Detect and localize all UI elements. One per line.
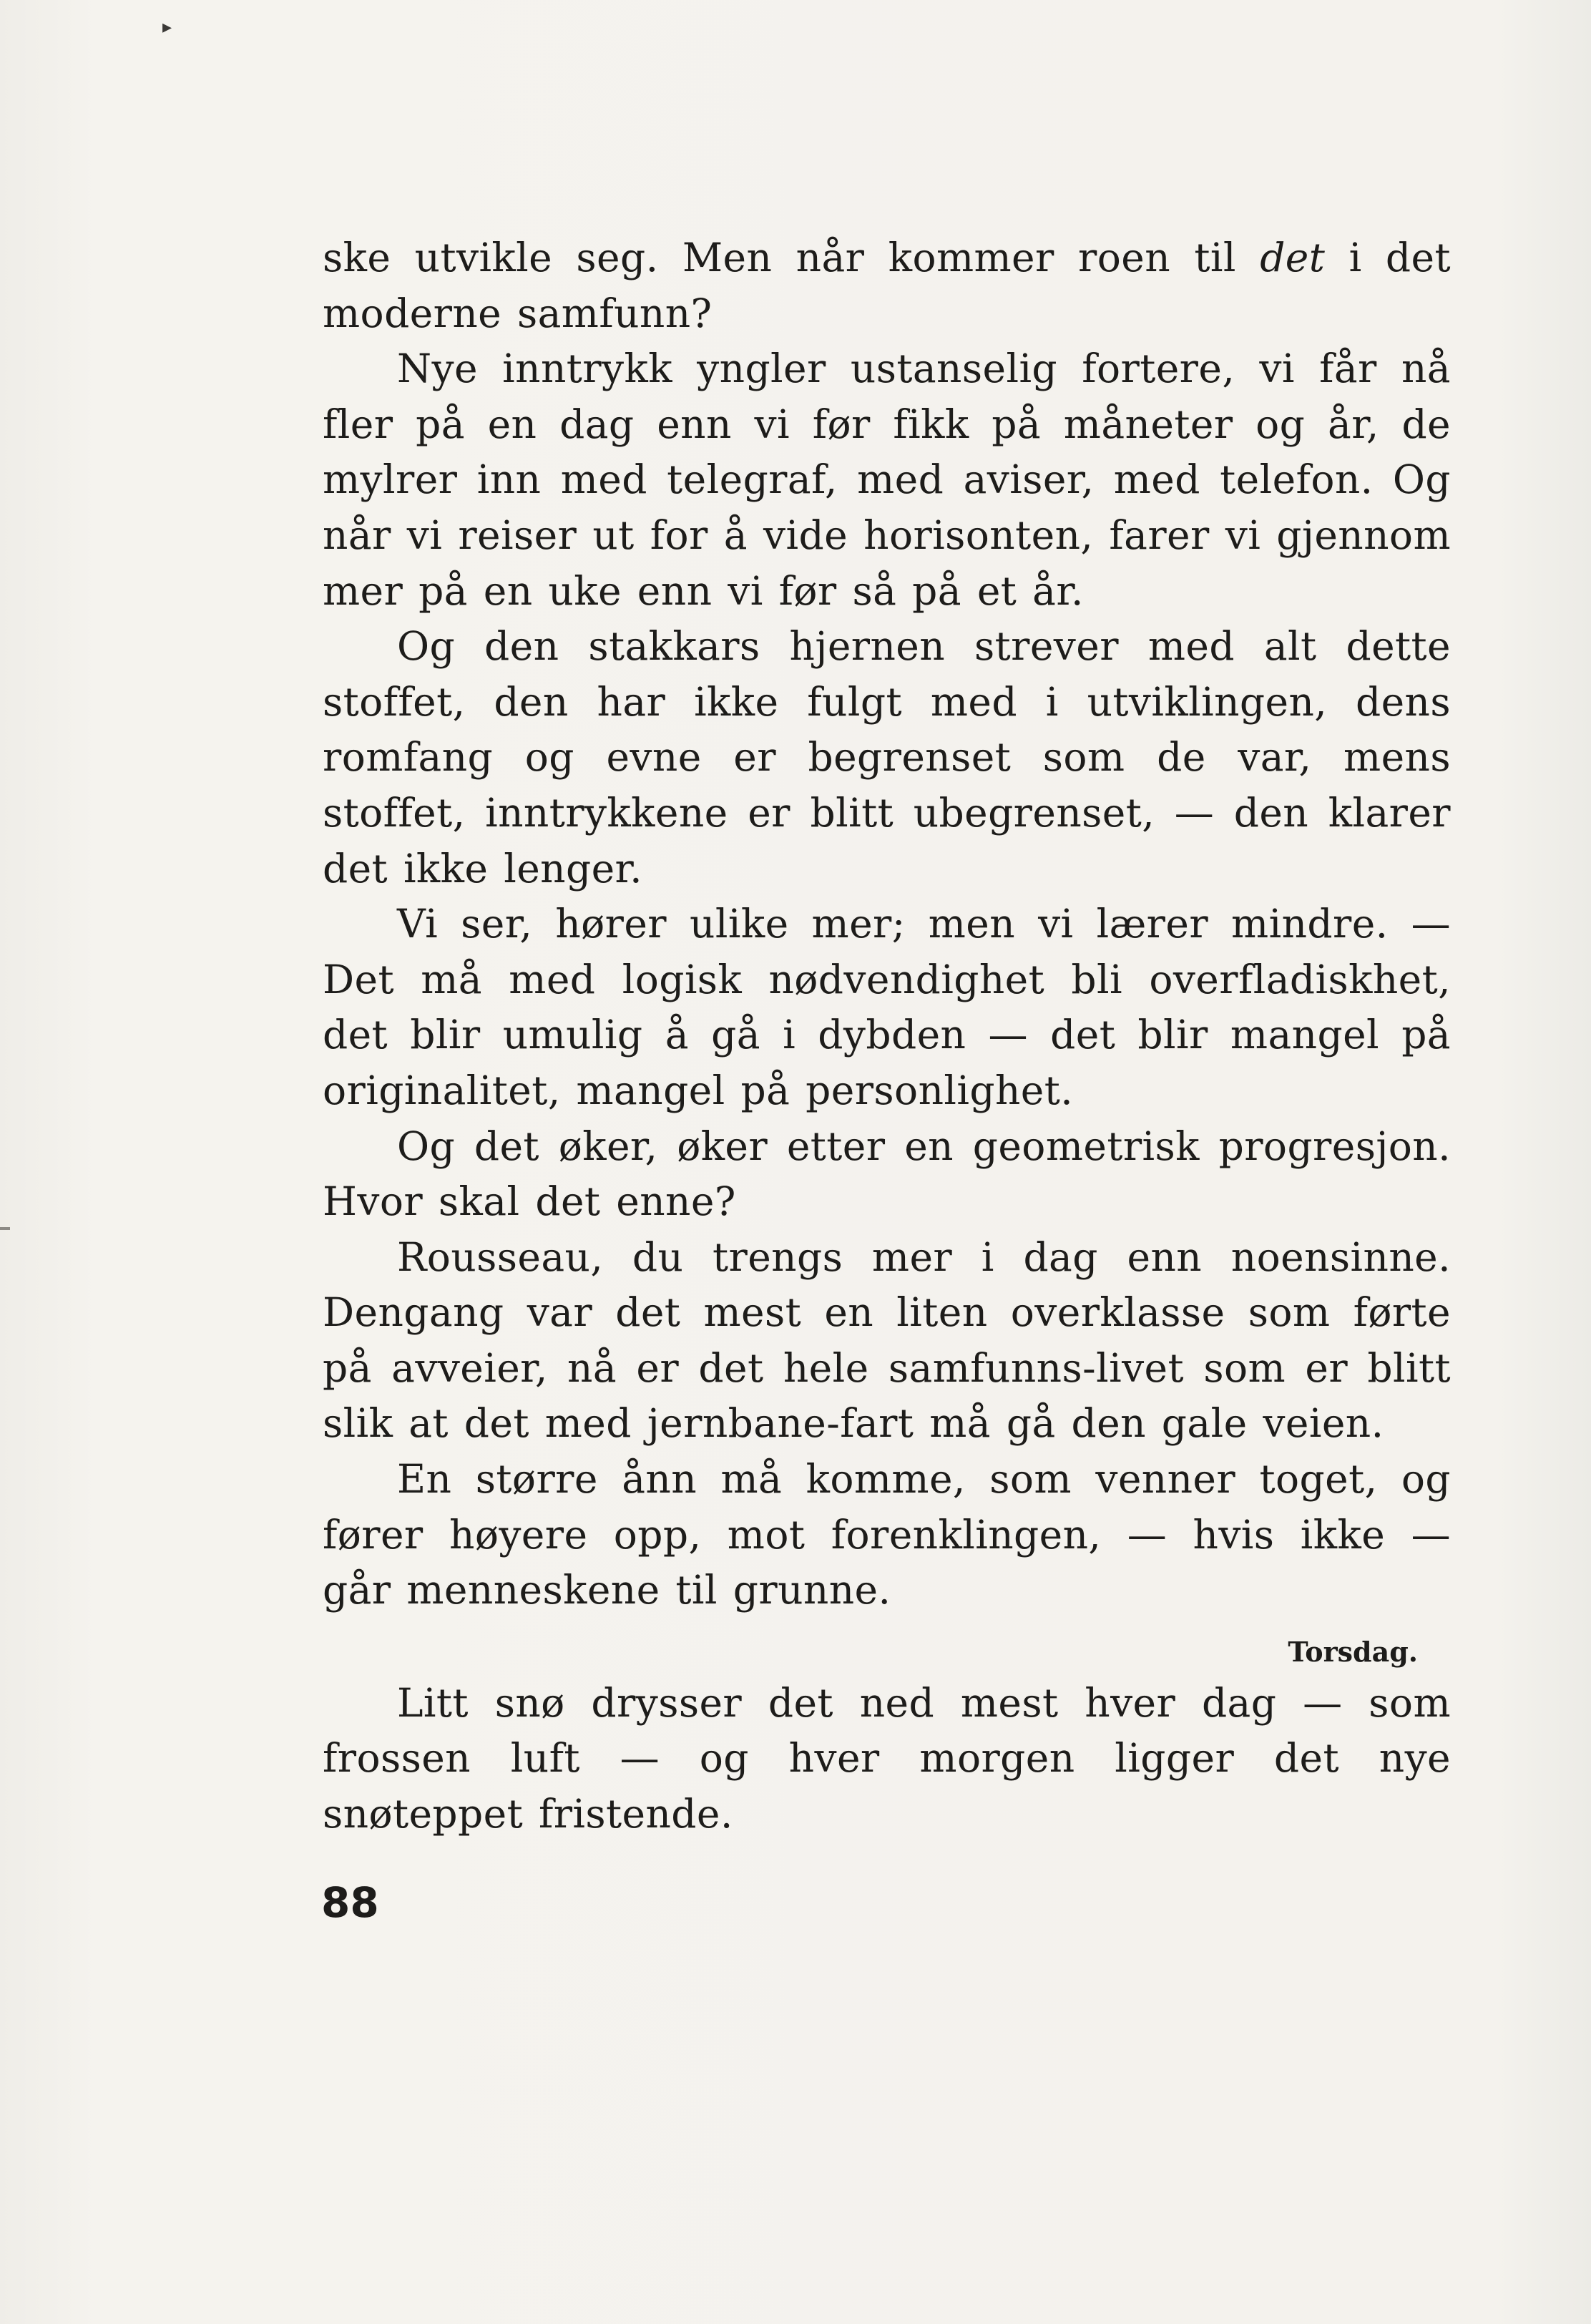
paragraph-7: En større ånn må komme, som venner toget, og fører høyere opp, mot forenklingen, — hvis ikke — går menneskene til grunne.: [323, 1456, 1451, 1613]
margin-tick: [0, 1227, 10, 1230]
paragraph-1: [323, 230, 1451, 341]
paragraph-8: Litt snø drysser det ned mest hver dag — som frossen luft — og hver morgen ligger det nye snøteppet fristende.: [323, 1679, 1451, 1837]
corner-mark-icon: ▸: [162, 16, 172, 38]
dateline: Torsdag.: [1288, 1635, 1418, 1668]
paragraph-1-before: ske utvikle seg. Men når kommer roen til: [323, 235, 1260, 280]
paragraph-3: Og den stakkars hjernen strever med alt dette stoffet, den har ikke fulgt med i utviklingen, dens romfang og evne er begrenset som de var, mens stoffet, inntrykkene er blitt ubegrenset, — den klarer det ikke lenger.: [323, 623, 1451, 892]
paragraph-1-emphasis: det: [1260, 235, 1326, 280]
paragraph-5: Og det øker, øker etter en geometrisk progresjon. Hvor skal det enne?: [323, 1123, 1451, 1225]
page-number: 88: [321, 1878, 379, 1927]
paragraph-6: Rousseau, du trengs mer i dag enn noensinne. Dengang var det mest en liten overklasse som førte på avveier, nå er det hele samfunns-livet som er blitt slik at det med jernbane-fart må gå den gale veien.: [323, 1234, 1451, 1447]
paragraph-2: Nye inntrykk yngler ustanselig fortere, vi får nå fler på en dag enn vi før fikk på måneter og år, de mylrer inn med telegraf, med aviser, med telefon. Og når vi reiser ut for å vide horisonten, farer vi gjennom mer på en uke enn vi før så på et år.: [323, 346, 1451, 614]
paragraph-1-after: i det moderne samfunn?: [323, 235, 1451, 336]
paragraph-4: Vi ser, hører ulike mer; men vi lærer mindre. — Det må med logisk nødvendighet bli overfladiskhet, det blir umulig å gå i dybden — det blir mangel på originalitet, mangel på personlighet.: [323, 901, 1451, 1113]
body-text: [323, 230, 1451, 1842]
